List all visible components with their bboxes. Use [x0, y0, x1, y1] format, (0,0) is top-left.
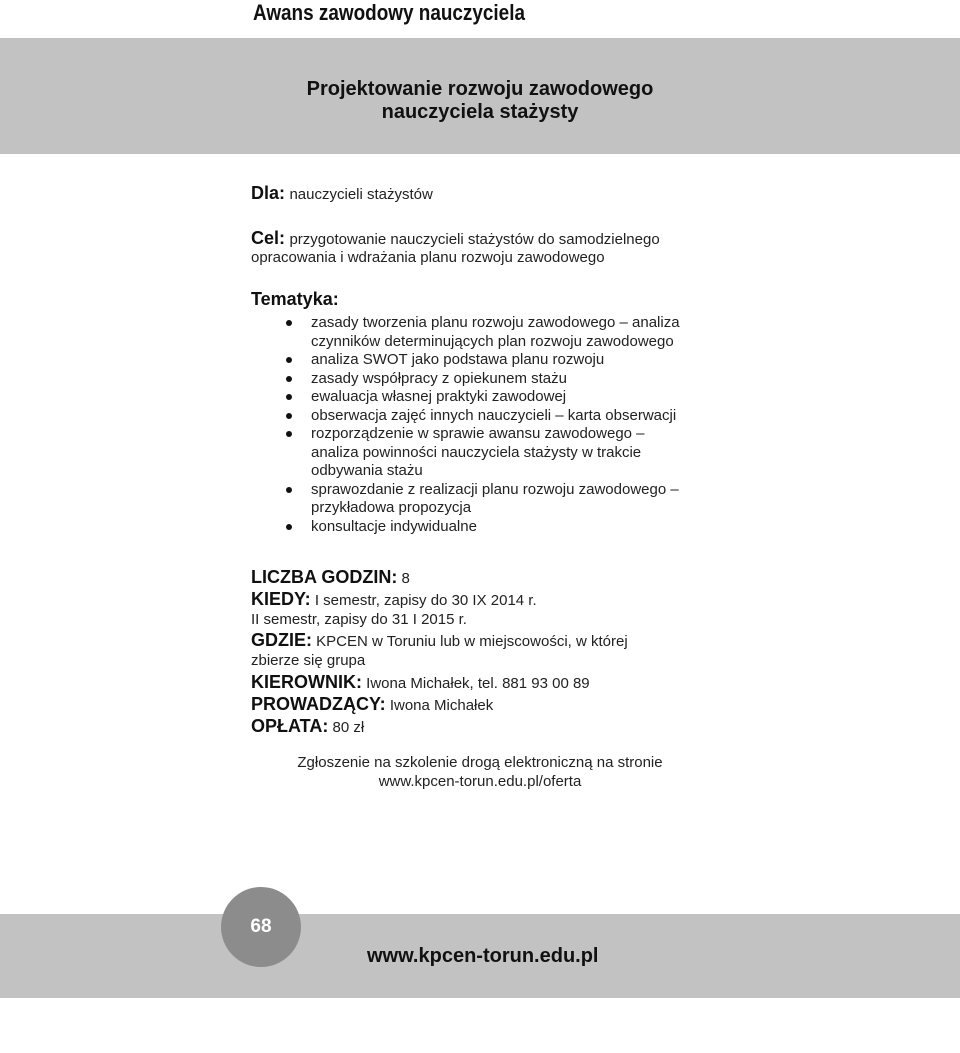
where-value: KPCEN w Toruniu lub w miejscowości, w której [316, 633, 628, 650]
goal-value-line-2: opracowania i wdrażania planu rozwoju zawodowego [251, 249, 605, 266]
when-row [251, 589, 751, 611]
trainer-row [251, 694, 751, 716]
audience-label: Dla: [251, 183, 286, 203]
topic-item-text: przykładowa propozycja [311, 499, 472, 516]
topic-item [286, 370, 716, 389]
topics-label: Tematyka: [251, 289, 339, 309]
goal-row [251, 228, 721, 267]
topic-item [286, 407, 716, 426]
manager-row [251, 672, 751, 694]
goal-value-line-1: przygotowanie nauczycieli stażystów do samodzielnego [289, 231, 660, 248]
when-row-2 [251, 610, 751, 630]
topic-item-text: sprawozdanie z realizacji planu rozwoju zawodowego – [311, 480, 679, 498]
hours-value: 8 [401, 570, 410, 587]
title-band [0, 38, 960, 154]
trainer-label: PROWADZĄCY: [251, 694, 386, 714]
topic-item-text: rozporządzenie w sprawie awansu zawodowego – [311, 425, 645, 442]
when-value-2: II semestr, zapisy do 31 I 2015 r. [251, 611, 467, 628]
topic-item [286, 314, 716, 351]
fee-label: OPŁATA: [251, 716, 329, 736]
topic-item [286, 425, 716, 481]
topic-item-text: zasady współpracy z opiekunem stażu [311, 369, 567, 387]
topic-item-text: odbywania stażu [311, 462, 423, 479]
trainer-value: Iwona Michałek [389, 697, 494, 714]
topic-item [286, 351, 716, 370]
topic-item-text: konsultacje indywidualne [311, 517, 477, 535]
fee-value: 80 zł [332, 719, 365, 736]
audience-row [251, 183, 433, 204]
page-number-badge [221, 887, 301, 967]
footer-website-link[interactable]: www.kpcen-torun.edu.pl [367, 945, 599, 967]
where-label: GDZIE: [251, 630, 312, 650]
when-value: I semestr, zapisy do 30 IX 2014 r. [314, 592, 537, 609]
signup-line-1: Zgłoszenie na szkolenie drogą elektroniczną na stronie [297, 754, 663, 771]
goal-label: Cel: [251, 228, 286, 248]
topic-item-text: zasady tworzenia planu rozwoju zawodowego – analiza [311, 314, 680, 331]
topic-item-text: analiza powinności nauczyciela stażysty w trakcie [311, 443, 642, 461]
where-value-2: zbierze się grupa [251, 652, 366, 669]
course-title-line-1: Projektowanie rozwoju zawodowego [306, 78, 654, 100]
where-row-2 [251, 651, 751, 671]
where-row [251, 630, 751, 652]
signup-link[interactable]: www.kpcen-torun.edu.pl/oferta [378, 772, 582, 790]
manager-label: KIEROWNIK: [251, 672, 362, 692]
hours-row [251, 567, 751, 589]
hours-label: LICZBA GODZIN: [251, 567, 398, 587]
signup-note [200, 754, 760, 791]
topic-item-text: obserwacja zajęć innych nauczycieli – karta obserwacji [311, 406, 677, 424]
header-title: Awans zawodowy nauczyciela [253, 0, 525, 25]
topic-item [286, 388, 716, 407]
when-label: KIEDY: [251, 589, 311, 609]
topic-item-text: czynników determinujących plan rozwoju zawodowego [311, 332, 674, 350]
topic-item-text: analiza SWOT jako podstawa planu rozwoju [311, 351, 605, 368]
fee-row [251, 716, 751, 738]
topic-item [286, 518, 716, 537]
audience-value: nauczycieli stażystów [289, 186, 433, 203]
topics-list [286, 314, 716, 536]
course-title-line-2: nauczyciela stażysty [381, 101, 579, 123]
topics-heading [251, 289, 339, 310]
manager-value: Iwona Michałek, tel. 881 93 00 89 [366, 675, 590, 692]
topic-item [286, 481, 716, 518]
page-header [0, 0, 960, 38]
page-number: 68 [250, 916, 272, 937]
topic-item-text: ewaluacja własnej praktyki zawodowej [311, 388, 567, 405]
